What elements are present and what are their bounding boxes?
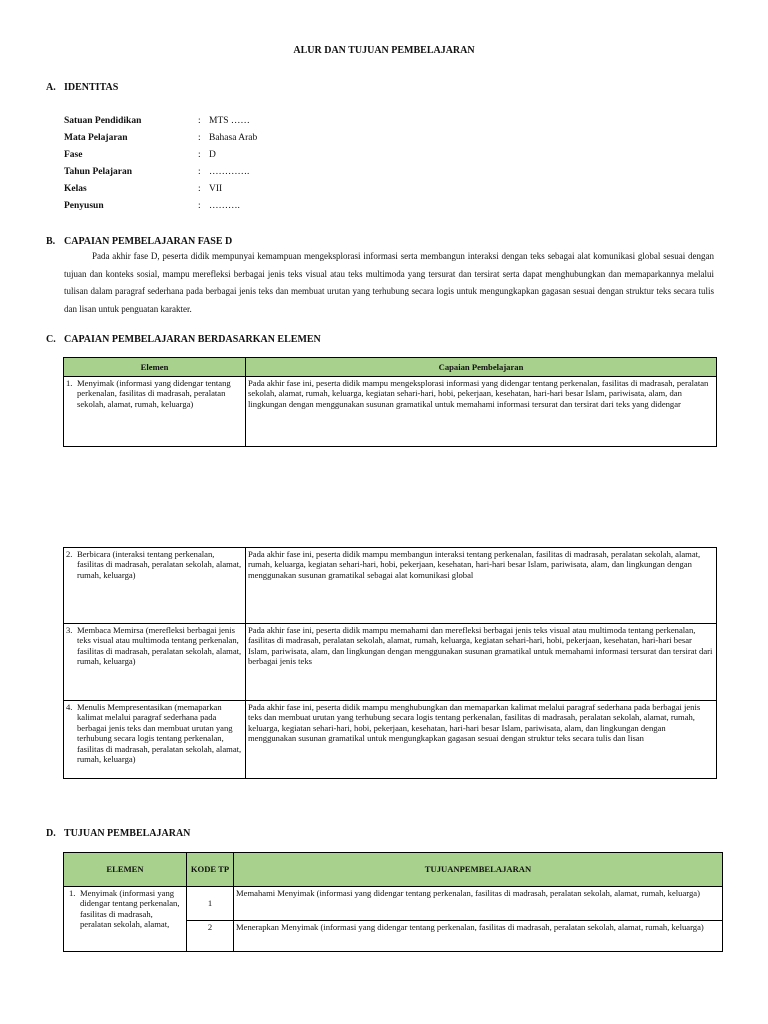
section-title: IDENTITAS (64, 82, 119, 93)
row-number: 1. (66, 378, 73, 388)
elemen-header: Elemen (64, 358, 246, 377)
identitas-colon: : (198, 150, 201, 160)
capaian-header: Capaian Pembelajaran (246, 358, 717, 377)
identitas-colon: : (198, 116, 201, 126)
row-number: 1. (69, 888, 76, 898)
tujuan-table (63, 852, 723, 952)
capaian-cell: Pada akhir fase ini, peserta didik mampu membangun interaksi tentang perkenalan, fasilitas di madrasah, peralatan sekolah, alamat, rumah, keluarga, kegiatan sehari-hari, hobi, pekerjaan, kesehatan, hari-hari besar Islam, pariwisata, alam, dan lingkungan dengan menggunakan susunan gramatikal sebagai alat komunikasi global (246, 548, 717, 624)
section-d-heading (46, 828, 446, 842)
kode-tp-cell: 1 (187, 887, 234, 921)
elemen-cell (64, 548, 246, 624)
identitas-row (64, 133, 464, 147)
identitas-colon: : (198, 201, 201, 211)
tujuan-cell: Menerapkan Menyimak (informasi yang didengar tentang perkenalan, fasilitas di madrasah, peralatan sekolah, alamat, rumah, keluarga) (234, 921, 723, 952)
row-number: 2. (66, 549, 73, 559)
identitas-value: MTS …… (209, 116, 250, 126)
identitas-row (64, 116, 464, 130)
section-title: CAPAIAN PEMBELAJARAN BERDASARKAN ELEMEN (64, 334, 321, 345)
identitas-row (64, 167, 464, 181)
kode-tp-cell: 2 (187, 921, 234, 952)
elemen-text: Membaca Memirsa (merefleksi berbagai jenis teks visual atau multimoda tentang perkenalan, fasilitas di madrasah, peralatan sekolah, alamat, rumah, keluarga) (77, 625, 242, 667)
tujuan-cell: Memahami Menyimak (informasi yang didengar tentang perkenalan, fasilitas di madrasah, peralatan sekolah, alamat, rumah, keluarga) (234, 887, 723, 921)
section-letter: D. (46, 828, 56, 839)
elemen-cell (64, 701, 246, 779)
identitas-row (64, 150, 464, 164)
identitas-colon: : (198, 133, 201, 143)
table-row (64, 377, 717, 447)
identitas-row (64, 184, 464, 198)
capaian-cell: Pada akhir fase ini, peserta didik mampu menghubungkan dan memaparkan kalimat melalui paragraf sederhana pada berbagai jenis teks dan membuat urutan yang terhubung secara logis tentang perkenalan, fasilitas di madrasah, peralatan sekolah, alamat, rumah, keluarga, kegiatan sehari-hari, hobi, pekerjaan, kesehatan, hari-hari besar Islam, pariwisata, alam, dan lingkungan dengan menggunakan susunan gramatikal untuk mengungkapkan gagasan sesuai dengan struktur teks secara tulis dan lisan (246, 701, 717, 779)
elemen-text: Menyimak (informasi yang didengar tentang perkenalan, fasilitas di madrasah, peralatan sekolah, alamat, (80, 888, 180, 930)
row-number: 4. (66, 702, 73, 712)
identitas-value: …………. (209, 167, 250, 177)
section-letter: A. (46, 82, 56, 93)
section-letter: B. (46, 236, 56, 247)
tujuan-header: TUJUANPEMBELAJARAN (234, 853, 723, 887)
table-row (64, 624, 717, 701)
capaian-fase-d-paragraph (64, 248, 714, 318)
tujuan-table-header-row (64, 853, 723, 887)
elemen-text: Berbicara (interaksi tentang perkenalan, fasilitas di madrasah, peralatan sekolah, alamat, rumah, keluarga) (77, 549, 242, 580)
capaian-cell: Pada akhir fase ini, peserta didik mampu memahami dan merefleksi berbagai jenis teks visual atau multimoda tentang perkenalan, fasilitas di madrasah, peralatan sekolah, alamat, rumah, keluarga, kegiatan sehari-hari, hobi, pekerjaan, kesehatan, hari-hari besar Islam, pariwisata, alam, dan lingkungan dengan menggunakan susunan gramatikal untuk memahami informasi tersurat dan tersirat dari berbagai jenis teks (246, 624, 717, 701)
identitas-value: ………. (209, 201, 240, 211)
elemen-text: Menulis Mempresentasikan (memaparkan kalimat melalui paragraf sederhana pada berbagai jenis teks dan membuat urutan yang terhubung secara logis tentang perkenalan, fasilitas di madrasah, peralatan sekolah, alamat, rumah, keluarga) (77, 702, 242, 765)
elemen-cell (64, 624, 246, 701)
identitas-colon: : (198, 184, 201, 194)
identitas-value: Bahasa Arab (209, 133, 258, 143)
section-letter: C. (46, 334, 56, 345)
table-row (64, 548, 717, 624)
elemen-table-continued (63, 547, 717, 779)
identitas-colon: : (198, 167, 201, 177)
kode-tp-header: KODE TP (187, 853, 234, 887)
capaian-cell: Pada akhir fase ini, peserta didik mampu mengeksplorasi informasi yang didengar tentang perkenalan, fasilitas di madrasah, peralatan sekolah, alamat, rumah, keluarga, kegiatan sehari-hari, hobi, pekerjaan, kesehatan, hari-hari besar Islam, pariwisata, alam, dan lingkungan dengan menggunakan susunan gramatikal untuk memahami informasi tersurat dan tersirat dari teks yang didengar (246, 377, 717, 447)
identitas-label: Tahun Pelajaran (64, 167, 133, 177)
section-title: TUJUAN PEMBELAJARAN (64, 828, 191, 839)
capaian-fase-d-text: Pada akhir fase D, peserta didik mempunyai kemampuan mengeksplorasi informasi serta membangun interaksi dengan teks sebagai alat komunikasi global sesuai dengan tujuan dan konteks sosial, mampu merefleksi berbagai jenis teks visual atau teks multimoda yang tersurat dan tersirat serta dapat menghubungkan dan memaparkannya melalui tulisan dalam paragraf sederhana pada berbagai jenis teks dan membuat urutan yang terhubung secara logis untuk mengungkapkan gagasan sesuai dengan struktur teks secara tulis dan lisan untuk penguatan karakter. (64, 251, 714, 314)
identitas-label: Fase (64, 150, 83, 160)
elemen-table (63, 357, 717, 447)
section-a-heading (46, 82, 446, 96)
table-row (64, 701, 717, 779)
identitas-value: VII (209, 184, 223, 194)
elemen-table-header-row (64, 358, 717, 377)
document-title: ALUR DAN TUJUAN PEMBELAJARAN (293, 45, 475, 56)
elemen-text: Menyimak (informasi yang didengar tentang perkenalan, fasilitas di madrasah, peralatan sekolah, alamat, rumah, keluarga) (77, 378, 231, 409)
table-row (64, 887, 723, 921)
section-title: CAPAIAN PEMBELAJARAN FASE D (64, 236, 233, 247)
identitas-label: Kelas (64, 184, 87, 194)
identitas-label: Satuan Pendidikan (64, 116, 142, 126)
identitas-row (64, 201, 464, 215)
elemen-cell (64, 887, 187, 952)
elemen-header: ELEMEN (64, 853, 187, 887)
section-c-heading (46, 334, 446, 348)
elemen-cell (64, 377, 246, 447)
row-number: 3. (66, 625, 73, 635)
identitas-label: Penyusun (64, 201, 104, 211)
identitas-value: D (209, 150, 216, 160)
identitas-label: Mata Pelajaran (64, 133, 128, 143)
